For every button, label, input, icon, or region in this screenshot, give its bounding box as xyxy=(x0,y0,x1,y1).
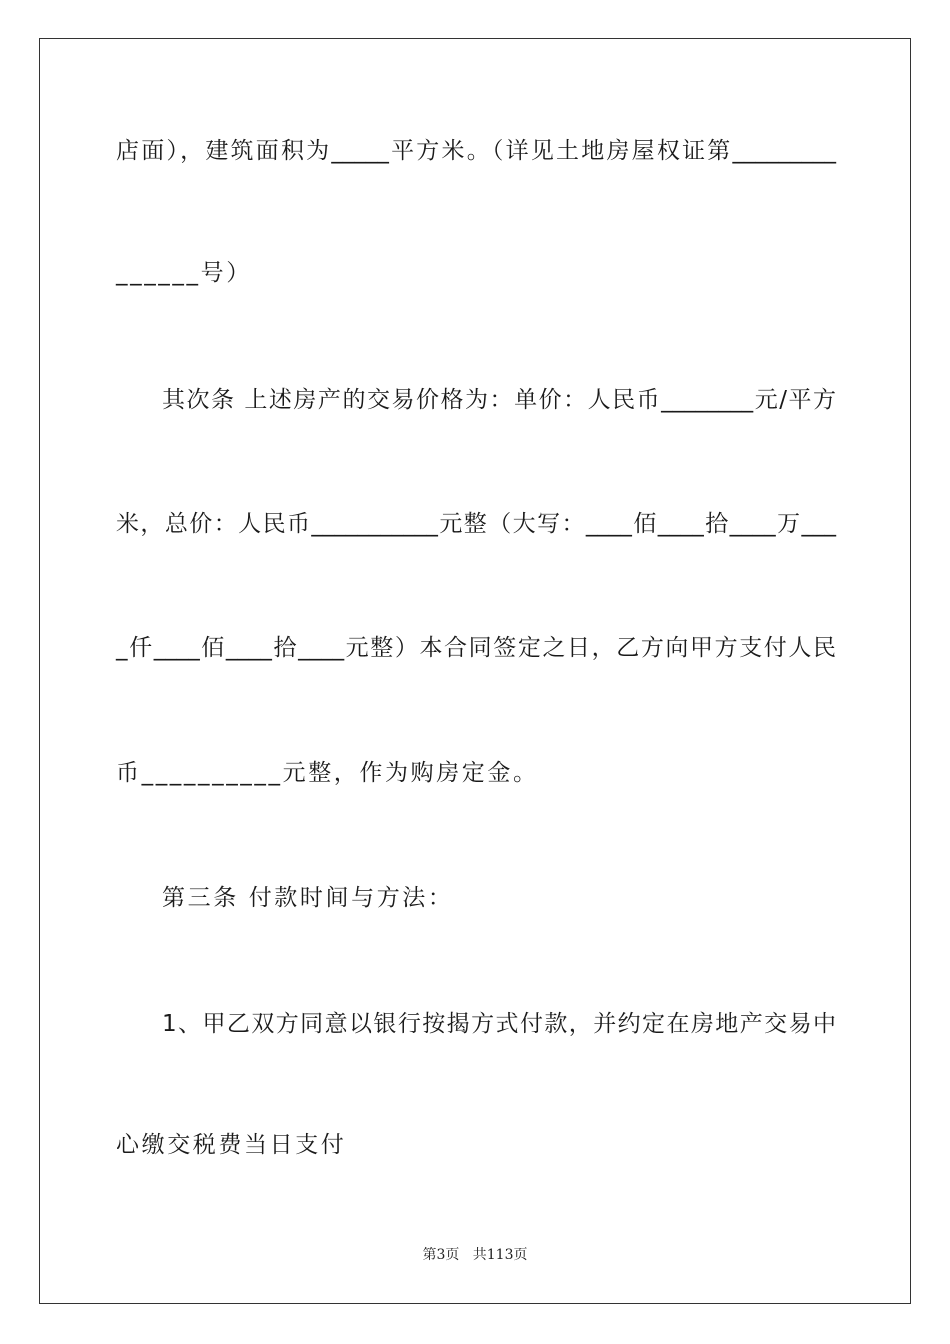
page-border xyxy=(39,38,911,1304)
clause-3-item-1-line-2: 心缴交税费当日支付 xyxy=(116,1132,347,1158)
page-number-footer: 第3页 共113页 xyxy=(422,1247,528,1263)
clause-2-line-2: 米，总价：人民币___________元整（大写：____佰____拾____万___ xyxy=(116,511,836,537)
clause-2-line-3: _仟____佰____拾____元整）本合同签定之日，乙方向甲方支付人民 xyxy=(116,635,836,661)
body-line-1: 店面），建筑面积为_____平方米。（详见土地房屋权证第_________ xyxy=(116,138,836,164)
clause-2-line-1: 其次条 上述房产的交易价格为：单价：人民币________元/平方 xyxy=(162,387,836,413)
clause-3-heading: 第三条 付款时间与方法： xyxy=(162,885,454,911)
body-line-2: ______号） xyxy=(116,260,252,286)
clause-2-line-4: 币__________元整，作为购房定金。 xyxy=(116,760,539,786)
clause-3-item-1-line-1: 1、甲乙双方同意以银行按揭方式付款，并约定在房地产交易中 xyxy=(162,1011,836,1037)
